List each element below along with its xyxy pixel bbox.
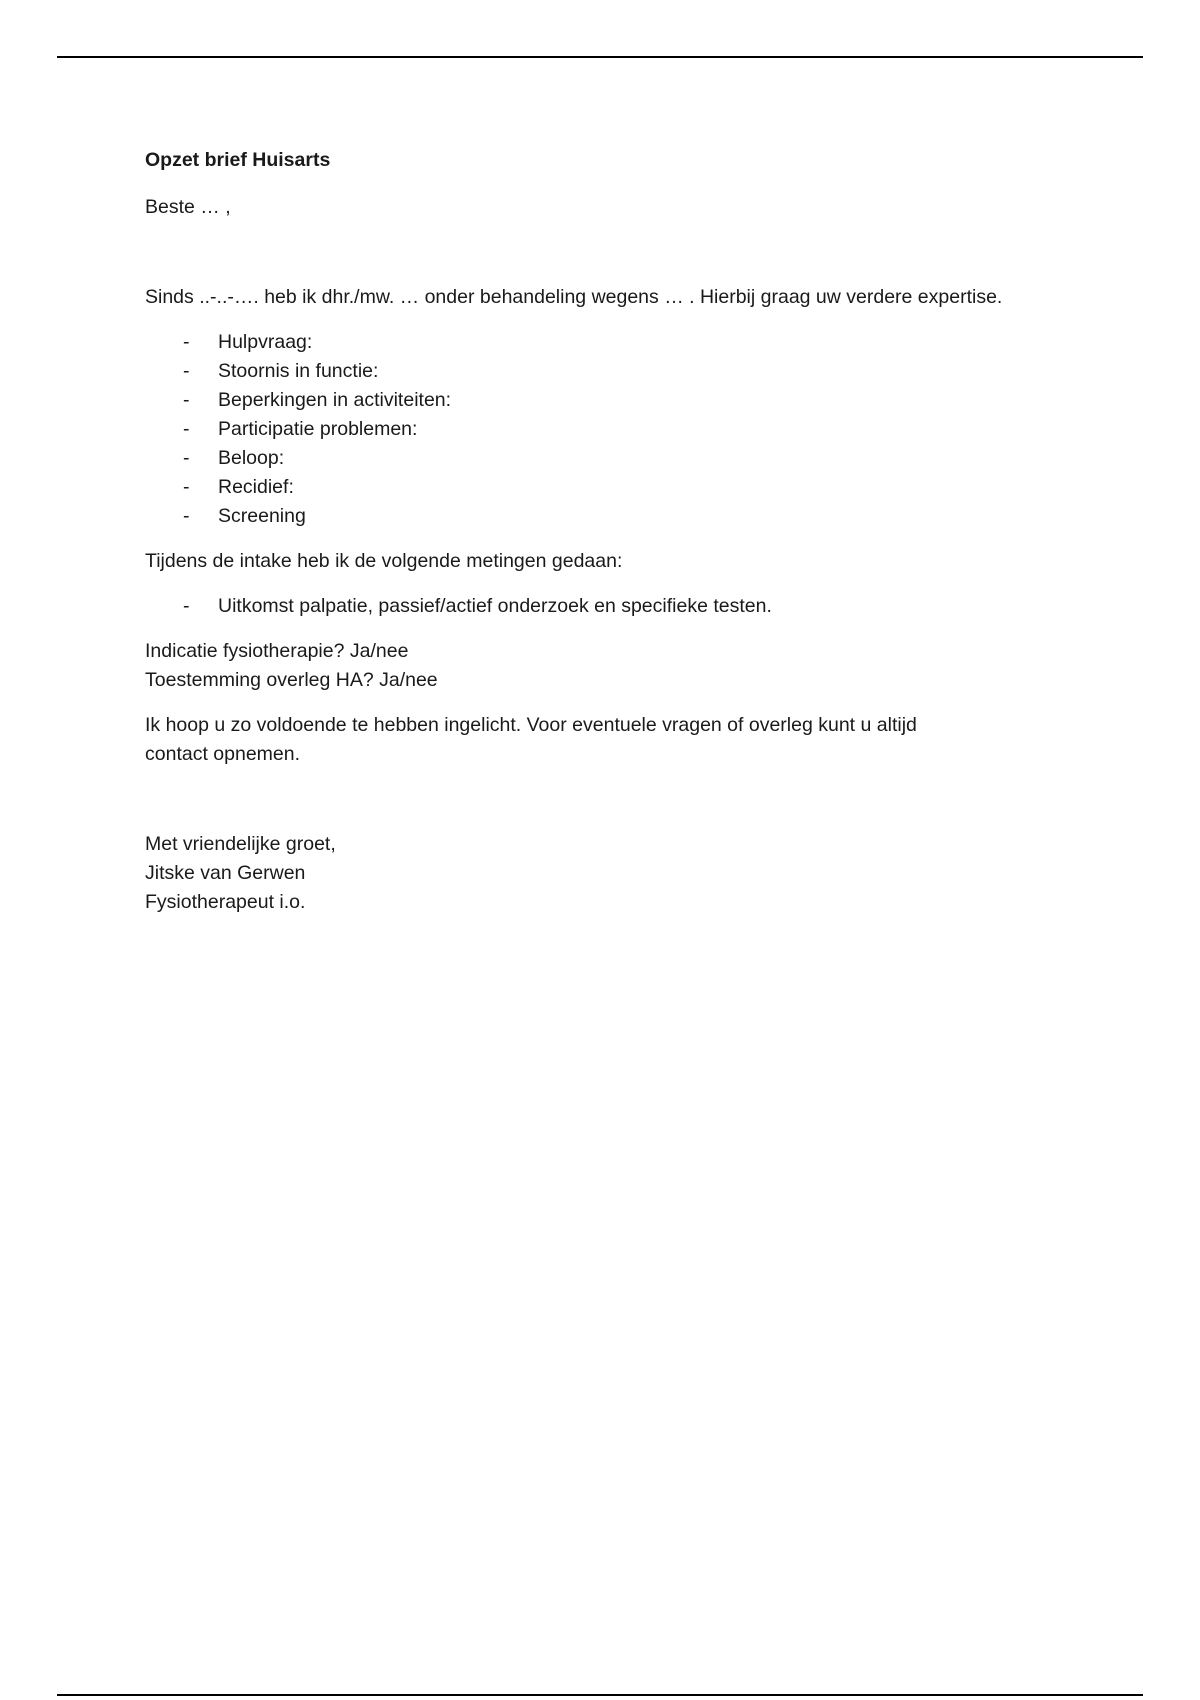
list-item: - Participatie problemen: xyxy=(183,415,1045,444)
closing-paragraph-line1: Ik hoop u zo voldoende te hebben ingelicht. Voor eventuele vragen of overleg kunt u altijd xyxy=(145,714,917,736)
consent-line: Toestemming overleg HA? Ja/nee xyxy=(145,669,438,691)
indication-line: Indicatie fysiotherapie? Ja/nee xyxy=(145,640,409,662)
closing-paragraph-line2: contact opnemen. xyxy=(145,743,301,765)
intro-paragraph: Sinds ..-..-…. heb ik dhr./mw. … onder behandeling wegens … . Hierbij graag uw verdere expertise. xyxy=(145,286,1003,308)
document-title: Opzet brief Huisarts xyxy=(145,149,331,171)
greeting: Beste … , xyxy=(145,196,231,218)
dash-bullet: - xyxy=(183,389,190,411)
letter-body xyxy=(145,146,1045,917)
signature-name: Jitske van Gerwen xyxy=(145,862,306,884)
list-item: - Beloop: xyxy=(183,444,1045,473)
dash-bullet: - xyxy=(183,360,190,382)
list-item: - Hulpvraag: xyxy=(183,328,1045,357)
list-item: - Beperkingen in activiteiten: xyxy=(183,386,1045,415)
dash-bullet: - xyxy=(183,418,190,440)
regards: Met vriendelijke groet, xyxy=(145,833,336,855)
dash-bullet: - xyxy=(183,447,190,469)
dash-bullet: - xyxy=(183,476,190,498)
list-item: - Stoornis in functie: xyxy=(183,357,1045,386)
measurements-list xyxy=(145,592,1045,621)
header-rule xyxy=(57,56,1143,58)
dash-bullet: - xyxy=(183,331,190,353)
signature-role: Fysiotherapeut i.o. xyxy=(145,891,306,913)
measurements-intro: Tijdens de intake heb ik de volgende metingen gedaan: xyxy=(145,550,623,572)
list-item: - Uitkomst palpatie, passief/actief onderzoek en specifieke testen. xyxy=(183,592,1045,621)
dash-bullet: - xyxy=(183,595,190,617)
assessment-list xyxy=(145,328,1045,531)
list-item: - Screening xyxy=(183,502,1045,531)
dash-bullet: - xyxy=(183,505,190,527)
footer-rule xyxy=(57,1694,1143,1696)
list-item: - Recidief: xyxy=(183,473,1045,502)
